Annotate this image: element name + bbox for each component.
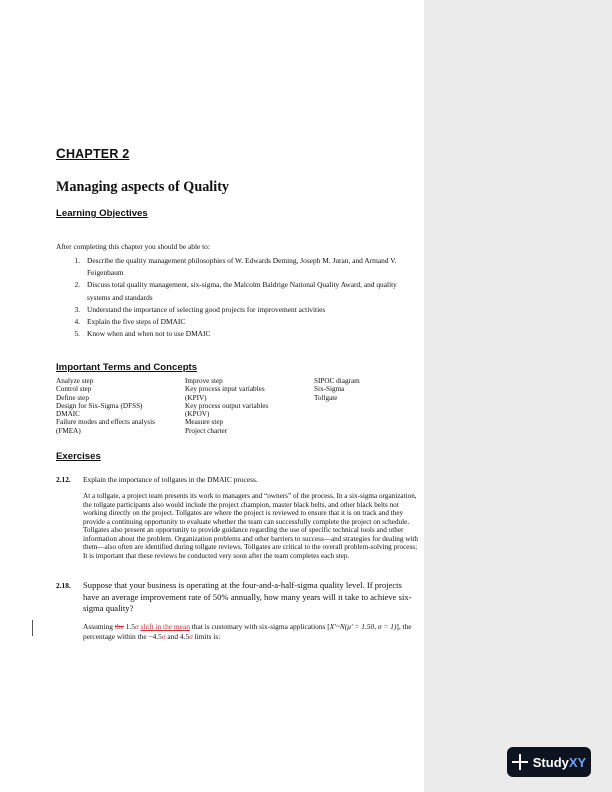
- terms-column-2: Improve step Key process input variables (KPIV) Key process output variables (KPOV) Measure step Project charter: [185, 377, 269, 435]
- chapter-title: Managing aspects of Quality: [56, 179, 230, 195]
- brand-name: StudyXY: [532, 754, 587, 770]
- tracked-insertion: shift in the mean: [140, 622, 190, 631]
- exercise-question: Explain the importance of tollgates in the DMAIC process.: [83, 475, 258, 484]
- terms-heading: Important Terms and Concepts: [56, 362, 198, 373]
- objectives-list: [56, 255, 414, 340]
- exercise-question: Suppose that your business is operating at the four-and-a-half-sigma quality level. If projects have an average improvement rate of 50% annually, how many years will it take to achieve six-sigma quality?: [83, 580, 412, 614]
- exercise-number: 2.18.: [56, 581, 71, 590]
- list-item: 3. Understand the importance of selecting good projects for improvement activities: [74, 304, 326, 314]
- list-item: 5. Know when and when not to use DMAIC: [74, 329, 211, 339]
- exercise-answer: At a tollgate, a project team presents its work to managers and “owners” of the process. In a six-sigma organization, the tollgate participants also would include the project champion, master black belts, and other black belts not working directly on the project. Tollgates are where the project is reviewed to ensure that it is on track and they provide a continuing opportunity to evaluate whether the team can successfully complete the project on schedule. Tollgates also present an opportunity to provide guidance regarding the use of specific technical tools and other information about the problem. Organization problems and other barriers to success—and strategies for dealing with them—also often are identified during tollgate reviews. Tollgates are critical to the overall problem-solving process; It is important that these reviews be conducted very soon after the team completes each step.: [83, 492, 418, 560]
- chapter-label: CHAPTER 2: [56, 146, 130, 161]
- list-item: 1. Describe the quality management philosophies of W. Edwards Deming, Joseph M. Juran, and Armand V. Feigenbaum: [74, 256, 397, 278]
- exercises-heading: Exercises: [56, 451, 101, 462]
- exercise-number: 2.12.: [56, 475, 71, 484]
- objectives-intro: After completing this chapter you should be able to:: [56, 242, 210, 251]
- exercise-answer: Assuming the 1.5σ shift in the mean that is customary with six-sigma applications [X′~N(μ′ = 1.50, σ = 1)], the percentage within the −4.5σ and 4.5σ limits is:: [83, 622, 412, 641]
- terms-column-3: SIPOC diagram Six-Sigma Tollgate: [314, 377, 360, 402]
- comment-pane: [424, 0, 612, 792]
- plus-icon: [512, 754, 528, 770]
- tracked-deletion: the: [114, 622, 124, 631]
- studyxy-badge[interactable]: [507, 747, 591, 777]
- terms-column-1: Analyze step Control step Define step Design for Six-Sigma (DFSS) DMAIC Failure modes and effects analysis (FMEA): [56, 377, 155, 435]
- math-expression: X′~N(μ′ = 1.50, σ = 1): [329, 622, 397, 631]
- tracked-change-bar: [32, 620, 33, 636]
- learning-objectives-heading: Learning Objectives: [56, 208, 148, 219]
- list-item: 4. Explain the five steps of DMAIC: [74, 317, 186, 327]
- list-item: 2. Discuss total quality management, six-sigma, the Malcolm Baldrige National Quality Award, and quality systems and standards: [74, 280, 397, 302]
